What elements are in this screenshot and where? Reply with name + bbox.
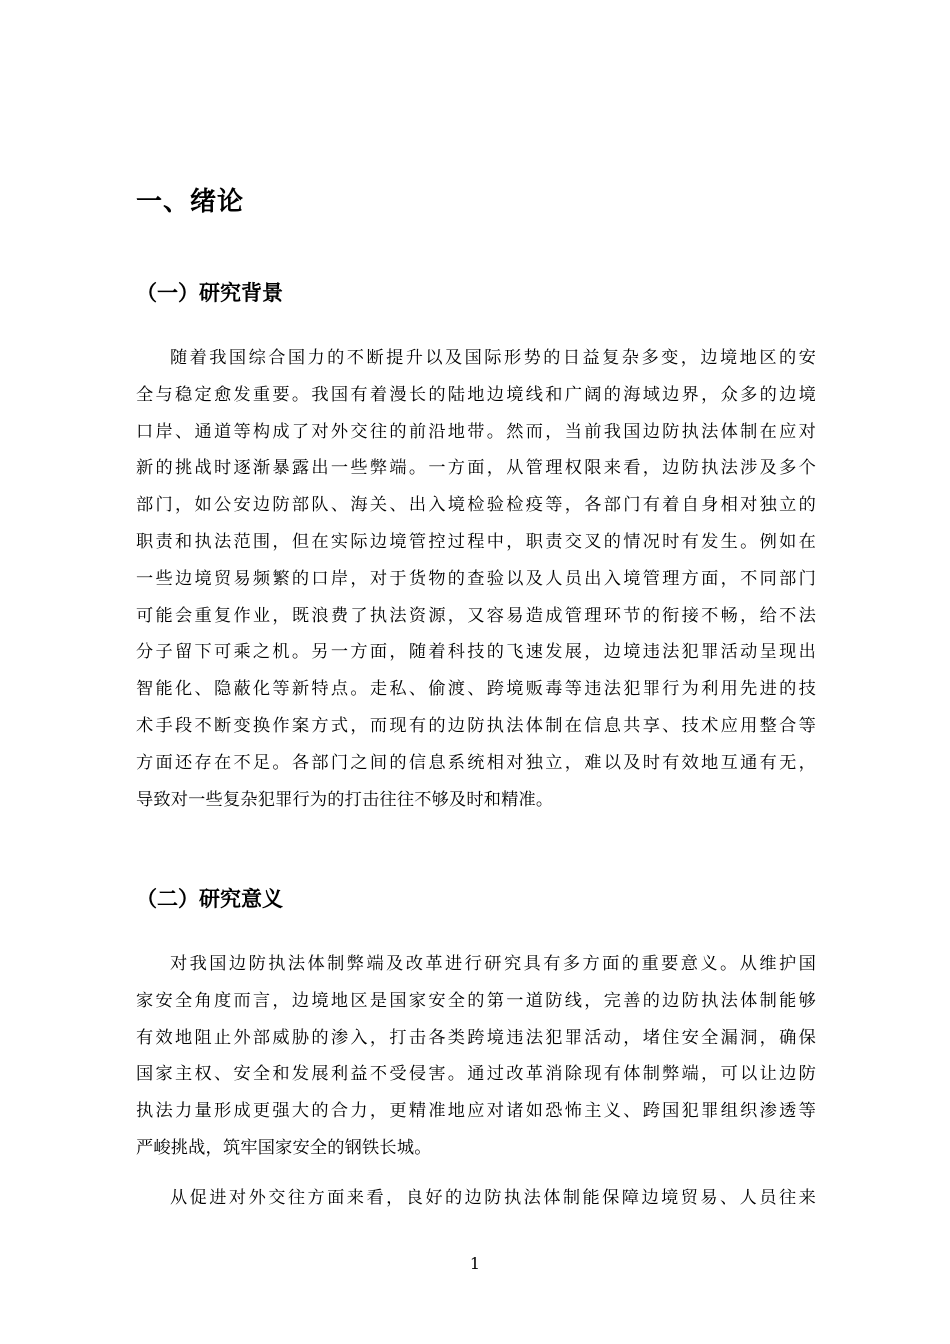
paragraph-line: 家安全角度而言，边境地区是国家安全的第一道防线，完善的边防执法体制能够 xyxy=(136,990,816,1011)
paragraph-line: 有效地阻止外部威胁的渗入，打击各类跨境违法犯罪活动，堵住安全漏洞，确保 xyxy=(136,1027,816,1048)
paragraph-line: 方面还存在不足。各部门之间的信息系统相对独立，难以及时有效地互通有无， xyxy=(136,752,816,773)
paragraph-line: 口岸、通道等构成了对外交往的前沿地带。然而，当前我国边防执法体制在应对 xyxy=(136,421,816,442)
paragraph-significance-security xyxy=(136,946,816,1167)
paragraph-line: 全与稳定愈发重要。我国有着漫长的陆地边境线和广阔的海域边界，众多的边境 xyxy=(136,384,816,405)
paragraph-significance-exchange xyxy=(136,1180,816,1217)
paragraph-line: 部门，如公安边防部队、海关、出入境检验检疫等，各部门有着自身相对独立的 xyxy=(136,495,816,516)
paragraph-line: 术手段不断变换作案方式，而现有的边防执法体制在信息共享、技术应用整合等 xyxy=(136,715,816,736)
paragraph-line: 从促进对外交往方面来看，良好的边防执法体制能保障边境贸易、人员往来 xyxy=(170,1188,816,1208)
paragraph-line: 新的挑战时逐渐暴露出一些弊端。一方面，从管理权限来看，边防执法涉及多个 xyxy=(136,458,816,479)
paragraph-line: 职责和执法范围，但在实际边境管控过程中，职责交叉的情况时有发生。例如在 xyxy=(136,531,816,552)
paragraph-line: 智能化、隐蔽化等新特点。走私、偷渡、跨境贩毒等违法犯罪行为利用先进的技 xyxy=(136,679,816,700)
paragraph-line: 可能会重复作业，既浪费了执法资源，又容易造成管理环节的衔接不畅，给不法 xyxy=(136,605,816,626)
paragraph-line: 一些边境贸易频繁的口岸，对于货物的查验以及人员出入境管理方面，不同部门 xyxy=(136,568,816,589)
paragraph-line: 国家主权、安全和发展利益不受侵害。通过改革消除现有体制弊端，可以让边防 xyxy=(136,1064,816,1085)
section-title-background: （一）研究背景 xyxy=(136,281,283,305)
chapter-title: 一、绪论 xyxy=(136,187,245,217)
paragraph-line: 随着我国综合国力的不断提升以及国际形势的日益复杂多变，边境地区的安 xyxy=(170,348,816,368)
paragraph-line: 执法力量形成更强大的合力，更精准地应对诸如恐怖主义、跨国犯罪组织渗透等 xyxy=(136,1101,816,1122)
paragraph-line: 导致对一些复杂犯罪行为的打击往往不够及时和精准。 xyxy=(136,789,554,810)
paragraph-line: 分子留下可乘之机。另一方面，随着科技的飞速发展，边境违法犯罪活动呈现出 xyxy=(136,642,816,663)
paragraph-background xyxy=(136,340,816,818)
paragraph-line: 对我国边防执法体制弊端及改革进行研究具有多方面的重要意义。从维护国 xyxy=(170,954,816,974)
paragraph-line: 严峻挑战，筑牢国家安全的钢铁长城。 xyxy=(136,1137,432,1158)
section-title-significance: （二）研究意义 xyxy=(136,887,283,911)
page-number: 1 xyxy=(469,1254,481,1273)
